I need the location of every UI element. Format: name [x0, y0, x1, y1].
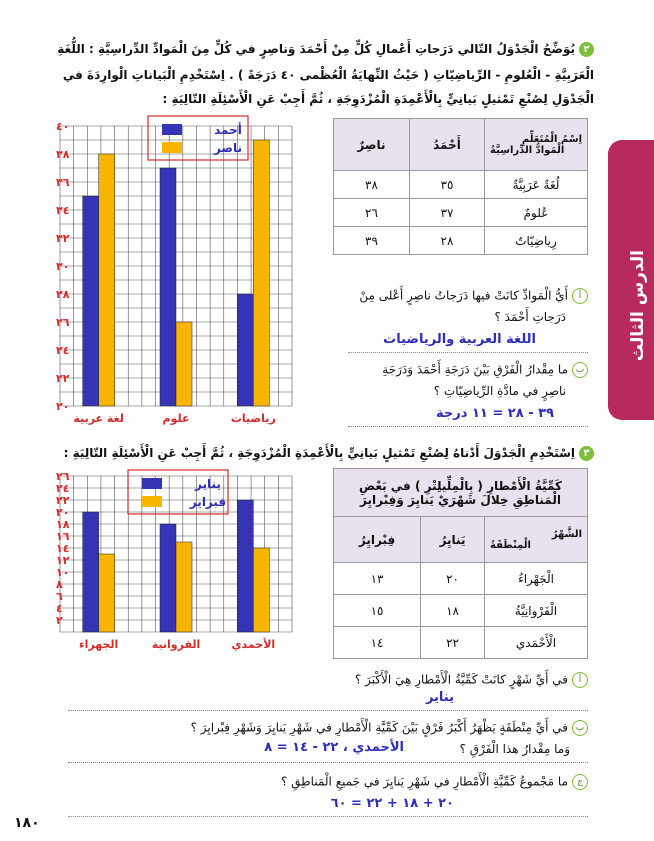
- x-category-label: الفروانية: [151, 638, 201, 651]
- legend-label: ناصر: [213, 141, 243, 155]
- ahmad-cell: ٢٨: [409, 227, 484, 255]
- q3-line1-text: اِسْتَخْدِمِ الْجَدْوَلَ أَدْناهُ لِصُنْعِ تَمْثيلٍ بَيانِيٍّ بِالْأَعْمِدَةِ الْمُزْدَوِجَةِ ، ثُمَّ أَجِبْ عَنِ الْأَسْئِلَةِ التّالِيَةِ :: [63, 446, 575, 460]
- col-february: فِبْرايِرُ: [334, 517, 421, 563]
- y-tick-label: ٤: [56, 602, 63, 615]
- bar: [160, 524, 176, 632]
- y-tick-label: ١٨: [56, 518, 70, 531]
- q3-part-a-text: في أَيِّ شَهْرٍ كانَتْ كَمِّيَّةُ الْأَمْطارِ هِيَ الْأَكْبَرَ ؟: [354, 672, 568, 687]
- y-tick-label: ١٠: [56, 566, 70, 579]
- col-january: يَنايِرُ: [421, 517, 485, 563]
- chart-rainfall: [28, 468, 298, 668]
- legend-label: أحمد: [214, 123, 242, 137]
- corner-bottom-label: الْمَوادُّ الدِّراسِيَّةُ: [490, 144, 565, 156]
- y-tick-label: ٢٢: [56, 494, 70, 507]
- y-tick-label: ٢٤: [56, 344, 70, 357]
- x-category-label: الجهراء: [79, 638, 119, 651]
- q3-part-b-text: في أَيِّ مِنْطَقَةٍ يَظْهَرُ أَكْبَرُ فَرْقٍ بَيْنَ كَمِّيَّةِ الْأَمْطارِ في شَهْرِ يَنايِرَ وَشَهْرِ فِبْرايِرَ ؟: [190, 720, 568, 735]
- nasser-cell: ٣٨: [334, 171, 410, 199]
- feb-cell: ١٥: [334, 595, 421, 627]
- q2-part-b-line1: [382, 362, 588, 378]
- q2-line1-text: يُوَضِّحُ الْجَدْوَلُ التّالي دَرَجاتِ أَعْمالِ كُلٍّ مِنْ أَحْمَدَ وَناصِرٍ في كُلٍّ مِنَ الْمَوادِّ الدِّراسِيَّةِ : اللُّغَةِ: [57, 42, 575, 56]
- chart-grades: [28, 112, 298, 442]
- region-cell: الْفَرْوانِيَّةُ: [485, 595, 588, 627]
- y-tick-label: ٢٦: [56, 470, 70, 483]
- q2-number: ٢: [579, 42, 594, 57]
- rainfall-title-line2: الْمَناطِقِ خِلالَ شَهْرَيْ يَنايِرَ وَفِبْرايِرَ: [360, 492, 561, 507]
- y-tick-label: ٢: [56, 614, 63, 627]
- answer-line: [68, 762, 588, 763]
- q3-part-a-answer: يناير: [425, 690, 454, 705]
- y-tick-label: ٢٦: [56, 316, 70, 329]
- grades-table: [333, 118, 588, 255]
- y-tick-label: ١٤: [56, 542, 70, 555]
- legend-label: فبراير: [189, 495, 227, 509]
- q3-part-a-label: أ: [572, 672, 588, 688]
- region-cell: الْجَهْراءُ: [485, 563, 588, 595]
- answer-line: [348, 352, 588, 353]
- y-tick-label: ٢٠: [56, 506, 70, 519]
- q2-part-a-label: أ: [572, 288, 588, 304]
- lesson-tab-label: الدرس الثالث: [628, 250, 648, 362]
- corner-top-label: اِسْمُ الْمُتَعَلِّمِ: [521, 133, 582, 145]
- table-row: [334, 627, 588, 659]
- q3-line1: [64, 446, 594, 461]
- nasser-cell: ٣٩: [334, 227, 410, 255]
- q2-part-b-answer: ٣٩ - ٢٨ = ١١ درجة: [436, 406, 554, 421]
- y-tick-label: ٣٨: [56, 148, 70, 161]
- answer-line: [68, 816, 588, 817]
- table-row: [334, 563, 588, 595]
- bar: [253, 140, 269, 406]
- feb-cell: ١٣: [334, 563, 421, 595]
- corner-bottom-label: الْمِنْطَقَةُ: [490, 539, 531, 551]
- table-row: [334, 171, 588, 199]
- y-tick-label: ٣٦: [56, 176, 70, 189]
- answer-line: [348, 426, 588, 427]
- q2-part-b-text: ما مِقْدارُ الْفَرْقِ بَيْنَ دَرَجَةِ أَحْمَدَ وَدَرَجَةِ: [382, 362, 568, 377]
- q2-line3: الْجَدْوَلِ لِصُنْعِ تَمْثيلٍ بَيانِيٍّ بِالْأَعْمِدَةِ الْمُزْدَوِجَةِ ، ثُمَّ أَجِبْ عَنِ الْأَسْئِلَةِ التّالِيَةِ :: [162, 92, 594, 106]
- feb-cell: ١٤: [334, 627, 421, 659]
- subject-cell: عُلومٌ: [485, 199, 588, 227]
- bar: [99, 554, 115, 632]
- bar: [237, 500, 253, 632]
- q2-part-a-text: أَيُّ الْمَوادِّ كانَتْ فيها دَرَجاتُ ناصِرٍ أَعْلى مِنْ: [359, 288, 568, 303]
- q3-part-c-label: ج: [572, 774, 588, 790]
- col-nasser: ناصِرٌ: [334, 119, 410, 171]
- q3-part-b-answer: الأحمدي ، ٢٢ - ١٤ = ٨: [264, 740, 404, 755]
- bar: [176, 322, 192, 406]
- rainfall-corner-header: [485, 517, 588, 563]
- q2-part-b-label: ب: [572, 362, 588, 378]
- x-category-label: علوم: [162, 412, 190, 425]
- answer-line: [68, 710, 588, 711]
- nasser-cell: ٢٦: [334, 199, 410, 227]
- x-category-label: رياضيات: [230, 412, 276, 425]
- rainfall-title-line1: كَمِّيَّةُ الْأَمْطارِ ( بِالْمِلِّيلِتْرِ ) في بَعْضِ: [358, 478, 563, 493]
- table-row: [334, 199, 588, 227]
- y-tick-label: ٣٤: [56, 204, 70, 217]
- bar: [83, 512, 99, 632]
- q3-part-a: [355, 672, 588, 688]
- y-tick-label: ٤٠: [56, 120, 70, 133]
- region-cell: الْأَحْمَدي: [485, 627, 588, 659]
- q2-part-a-line2: دَرَجاتِ أَحْمَدَ ؟: [494, 310, 566, 324]
- bar: [99, 154, 115, 406]
- q2-line2: الْعَرَبِيَّةِ - الْعُلومِ - الرِّياضِيّاتِ ( حَيْثُ النِّهايَةُ الْعُظْمى ٤٠ دَرَجَةً ) . اِسْتَخْدِمِ الْبَياناتِ الْوارِدَةَ في: [62, 68, 594, 82]
- jan-cell: ٢٠: [421, 563, 485, 595]
- q3-part-b-line1: [191, 720, 588, 736]
- col-ahmad: أَحْمَدُ: [409, 119, 484, 171]
- y-tick-label: ٣٢: [56, 232, 70, 245]
- q3-part-b-line2: وَما مِقْدارُ هذا الْفَرْقِ ؟: [459, 742, 570, 756]
- ahmad-cell: ٣٥: [409, 171, 484, 199]
- bar: [83, 196, 99, 406]
- y-tick-label: ٣٠: [56, 260, 70, 273]
- q2-part-a-line1: [359, 288, 588, 304]
- y-tick-label: ١٢: [56, 554, 70, 567]
- q3-part-c-text: ما مَجْموعُ كَمِّيَّةِ الْأَمْطارِ في شَهْرِ يَنايِرَ في جَميعِ الْمَناطِقِ ؟: [280, 774, 568, 789]
- q3-number: ٣: [579, 446, 594, 461]
- corner-top-label: الشَّهْرُ: [551, 528, 582, 540]
- legend-swatch: [162, 142, 182, 153]
- bar: [160, 168, 176, 406]
- y-tick-label: ٢٠: [56, 400, 70, 413]
- y-tick-label: ٨: [56, 578, 63, 591]
- table-row: [334, 595, 588, 627]
- bar: [237, 294, 253, 406]
- subject-cell: رِياضِيّاتٌ: [485, 227, 588, 255]
- x-category-label: الأحمدي: [231, 638, 276, 651]
- q3-part-c: [281, 774, 588, 790]
- legend-label: يناير: [195, 477, 221, 491]
- q3-part-c-answer: ٢٠ + ١٨ + ٢٢ = ٦٠: [330, 796, 454, 811]
- rainfall-table-title: [334, 469, 588, 517]
- x-category-label: لغة عربية: [73, 412, 124, 425]
- legend-swatch: [162, 124, 182, 135]
- q2-part-b-line2: ناصِرٍ في مادَّةِ الرِّياضِيّاتِ ؟: [433, 384, 566, 398]
- y-tick-label: ٦: [56, 590, 63, 603]
- bar: [253, 548, 269, 632]
- jan-cell: ٢٢: [421, 627, 485, 659]
- legend-swatch: [142, 478, 162, 489]
- y-tick-label: ٢٤: [56, 482, 70, 495]
- y-tick-label: ٢٨: [56, 288, 70, 301]
- table-row: [334, 227, 588, 255]
- y-tick-label: ٢٢: [56, 372, 70, 385]
- page-number: ١٨٠: [14, 815, 40, 831]
- q2-line1: [57, 42, 594, 57]
- legend-swatch: [142, 496, 162, 507]
- lesson-side-tab: [608, 140, 654, 420]
- bar: [176, 542, 192, 632]
- rainfall-table: [333, 468, 588, 659]
- q3-part-b-label: ب: [572, 720, 588, 736]
- grades-table-corner-header: [485, 119, 588, 171]
- ahmad-cell: ٣٧: [409, 199, 484, 227]
- subject-cell: لُغَةٌ عَرَبِيَّةٌ: [485, 171, 588, 199]
- y-tick-label: ١٦: [56, 530, 70, 543]
- jan-cell: ١٨: [421, 595, 485, 627]
- q2-part-a-answer: اللغة العربية والرياضيات: [383, 332, 536, 347]
